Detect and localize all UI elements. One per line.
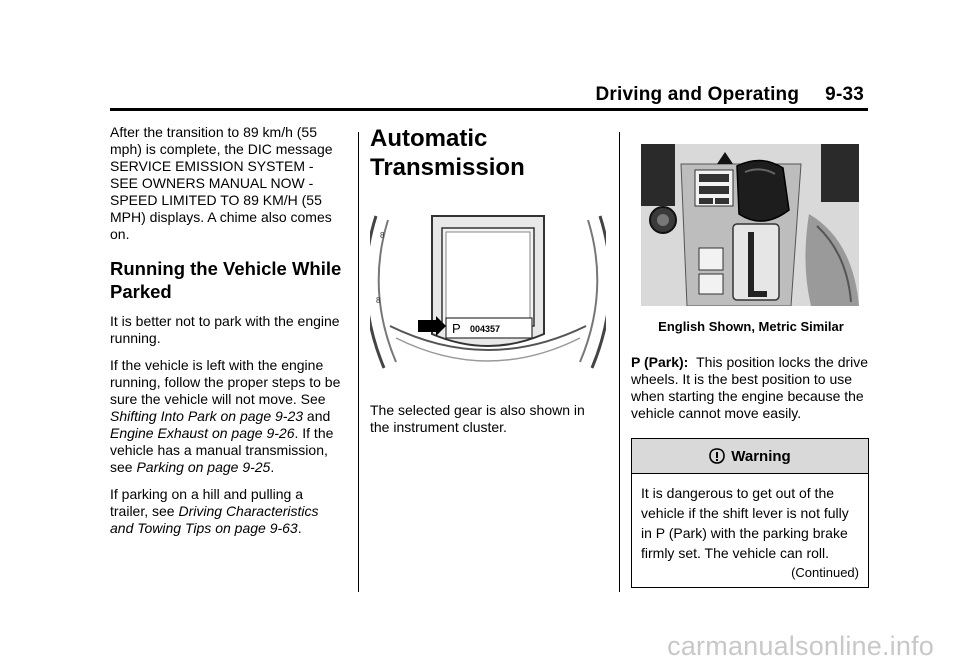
text: . [270,459,275,475]
section-heading-running-parked: Running the Vehicle While Parked [110,258,342,302]
warning-text: It is dangerous to get out of the vehicle if the shift lever is not fully in P (Park) with the parking brake firmly set. The vehicle can roll. [641,485,849,561]
term-description: This position locks the drive wheels. It is the best position to use when starting the engine because the vehicle cannot move easily. [631,354,869,421]
page-number: 9-33 [825,84,864,105]
warning-title: Warning [731,447,791,465]
column-middle [370,124,606,446]
text: . If the vehicle has a manual transmission, see [110,425,334,475]
header-rule [110,108,868,111]
watermark: carmanualsonline.info [667,631,934,661]
text: If parking on a hill and pulling a trailer, see [110,486,304,519]
column-divider [619,132,620,592]
figure-caption: English Shown, Metric Similar [658,319,844,334]
column-right [631,124,871,588]
term-label: P (Park): [631,354,689,370]
paragraph: It is better not to park with the engine running. [110,313,340,346]
warning-icon [709,448,725,464]
column-divider [358,132,359,592]
column-left [110,124,342,547]
paragraph [110,357,342,476]
svg-text:8: 8 [376,296,381,305]
text: . [297,520,302,536]
page-header [595,84,864,106]
cross-reference-link[interactable]: Shifting Into Park on page 9-23 [110,408,304,424]
svg-text:8: 8 [380,231,385,240]
intro-paragraph: After the transition to 89 km/h (55 mph) is complete, the DIC message SERVICE EMISSION SYSTEM - SEE OWNERS MANUAL NOW - SPEED LIMITED TO 89 KM/H (55 MPH) displays. A chime also comes on. [110,124,333,242]
cluster-gear-indicator: P [452,321,461,336]
section-title: Driving and Operating [595,84,800,105]
warning-header [632,439,868,474]
text: and [303,408,331,424]
warning-box [631,438,869,588]
paragraph [631,354,871,422]
warning-body [632,474,868,587]
continued-label: (Continued) [791,565,859,580]
cross-reference-link[interactable]: Engine Exhaust on page 9-26 [110,425,295,441]
text: If the vehicle is left with the engine running, follow the proper steps to be sure the vehicle will not move. See [110,357,341,407]
cross-reference-link[interactable]: Driving Characteristics and Towing Tips on page 9-63 [110,503,319,536]
cross-reference-link[interactable]: Parking on page 9-25 [136,459,271,475]
shift-lever-illustration [641,144,859,306]
paragraph: The selected gear is also shown in the instrument cluster. [370,402,585,435]
cluster-odometer: 004357 [470,324,501,334]
instrument-cluster-illustration [370,208,606,374]
paragraph [110,486,342,537]
section-heading-automatic-transmission: Automatic Transmission [370,125,525,181]
